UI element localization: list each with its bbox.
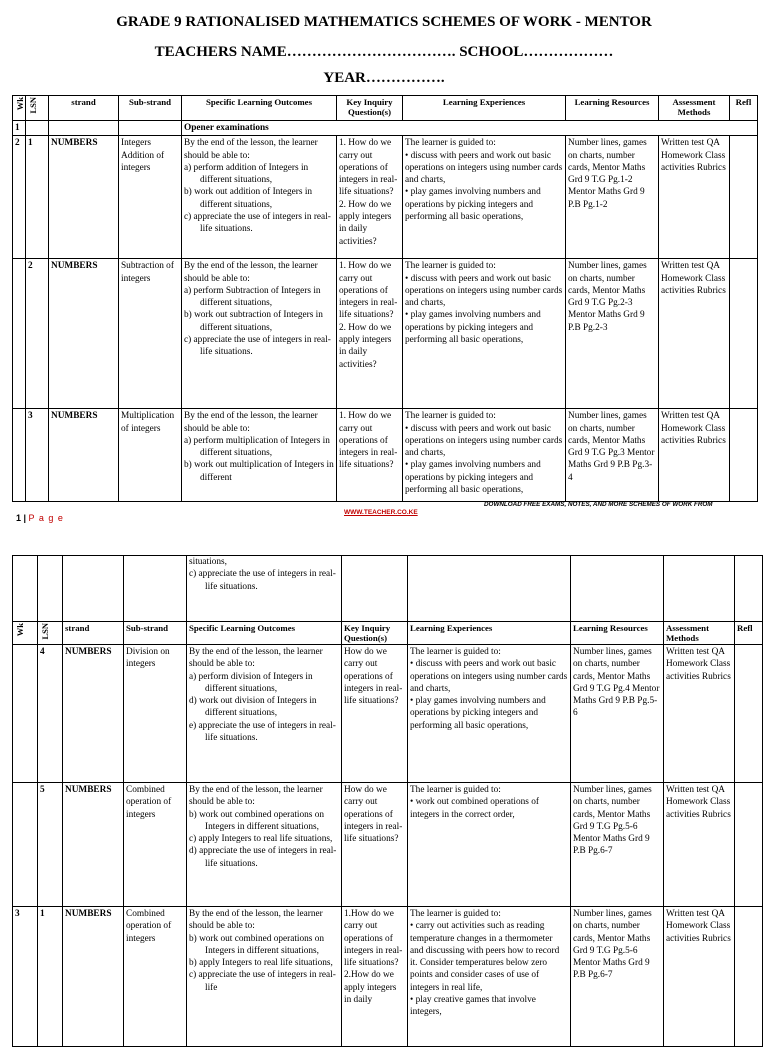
le-intro: The learner is guided to: xyxy=(410,785,501,795)
slo-cell xyxy=(187,907,342,1047)
le-item: • play games involving numbers and operations by picking integers and performing all basic operations, xyxy=(405,187,541,223)
le-item: • play games involving numbers and operations by picking integers and performing all basic operations, xyxy=(405,310,541,346)
slo-item: e) appreciate the use of integers in real-life situations. xyxy=(189,720,336,744)
empty-cell xyxy=(408,556,571,622)
slo-item: c) appreciate the use of integers in real-life situations. xyxy=(184,212,331,235)
slo-item: situations, xyxy=(189,557,227,567)
substrand-cell: Division on integers xyxy=(124,645,187,783)
substrand-cell: Multiplication of integers xyxy=(119,409,182,502)
col-header-lsn: LSN xyxy=(26,96,49,121)
slo-item: c) apply Integers to real life situations, xyxy=(189,834,333,845)
strand-cell: NUMBERS xyxy=(49,409,119,502)
table-row xyxy=(13,783,763,907)
slo-intro: By the end of the lesson, the learner should be able to: xyxy=(189,647,323,670)
strand-cell: NUMBERS xyxy=(63,645,124,783)
le-cell xyxy=(403,136,566,259)
lesson-cell: 5 xyxy=(38,783,63,907)
substrand-cell: Integers Addition of integers xyxy=(119,136,182,259)
resources-cell: Number lines, games on charts, number cards, Mentor Maths Grd 9 T.G Pg.4 Mentor Maths Grd 9 P.B Pg.5-6 xyxy=(571,645,664,783)
col-header-strand: strand xyxy=(49,96,119,121)
slo-intro: By the end of the lesson, the learner should be able to: xyxy=(189,909,323,932)
col-header-substrand: Sub-strand xyxy=(124,622,187,645)
table-header-row xyxy=(13,96,758,121)
le-cell xyxy=(403,259,566,409)
kiq-cell: 1. How do we carry out operations of integers in real-life situations? xyxy=(337,409,403,502)
slo-item: a) perform Subtraction of Integers in different situations, xyxy=(184,285,321,309)
document-title: GRADE 9 RATIONALISED MATHEMATICS SCHEMES OF WORK - MENTOR xyxy=(116,14,652,30)
kiq-cell: How do we carry out operations of integers in real-life situations? xyxy=(342,783,408,907)
col-header-strand: strand xyxy=(63,622,124,645)
slo-item: c) appreciate the use of integers in real-life situations. xyxy=(189,569,336,592)
le-item: • discuss with peers and work out basic operations on integers using number cards and charts, xyxy=(405,150,563,186)
le-intro: The learner is guided to: xyxy=(405,261,496,272)
col-header-kiq: Key Inquiry Question(s) xyxy=(337,96,403,121)
empty-cell xyxy=(571,556,664,622)
table-row xyxy=(13,136,758,259)
empty-cell xyxy=(342,556,408,622)
week-cell xyxy=(13,783,38,907)
table-row xyxy=(13,259,758,409)
slo-cell xyxy=(182,409,337,502)
week-cell xyxy=(13,645,38,783)
kiq-cell: How do we carry out operations of integers in real-life situations? xyxy=(342,645,408,783)
le-item: • play creative games that involve integers, xyxy=(410,995,536,1018)
empty-cell xyxy=(38,556,63,622)
resources-cell: Number lines, games on charts, number cards, Mentor Maths Grd 9 T.G Pg.1-2 Mentor Maths Grd 9 P.B Pg.1-2 xyxy=(566,136,659,259)
assessment-cell: Written test QA Homework Class activities Rubrics xyxy=(664,907,735,1047)
empty-cell xyxy=(63,556,124,622)
week-cell xyxy=(13,259,26,409)
col-header-am: Assessment Methods xyxy=(664,622,735,645)
slo-intro: By the end of the lesson, the learner should be able to: xyxy=(184,138,318,161)
resources-cell: Number lines, games on charts, number cards, Mentor Maths Grd 9 T.G Pg.5-6 Mentor Maths Grd 9 P.B Pg.6-7 xyxy=(571,783,664,907)
opener-row xyxy=(13,121,758,136)
table-row xyxy=(13,645,763,783)
week-cell xyxy=(13,409,26,502)
substrand-cell: Combined operation of integers xyxy=(124,783,187,907)
le-item: • work out combined operations of integers in the correct order, xyxy=(410,797,539,820)
slo-intro: By the end of the lesson, the learner should be able to: xyxy=(184,261,318,284)
slo-intro: By the end of the lesson, the learner should be able to: xyxy=(184,411,318,434)
col-header-lr: Learning Resources xyxy=(566,96,659,121)
slo-item: b) work out combined operations on Integers in different situations, xyxy=(189,809,325,832)
slo-cell xyxy=(187,645,342,783)
slo-cell xyxy=(187,783,342,907)
reflection-cell xyxy=(735,783,763,907)
page-number xyxy=(16,513,64,523)
scheme-table-page-2 xyxy=(12,555,763,1047)
reflection-cell xyxy=(735,645,763,783)
assessment-cell: Written test QA Homework Class activities Rubrics xyxy=(659,259,730,409)
substrand-cell: Subtraction of integers xyxy=(119,259,182,409)
page-label: P a g e xyxy=(28,513,64,523)
le-cell xyxy=(408,907,571,1047)
slo-item: c) appreciate the use of integers in real-life situations. xyxy=(184,335,331,358)
slo-intro: By the end of the lesson, the learner should be able to: xyxy=(189,785,323,808)
table-row xyxy=(13,409,758,502)
lesson-cell: 1 xyxy=(38,907,63,1047)
teacher-website-link[interactable]: WWW.TEACHER.CO.KE xyxy=(344,509,418,516)
assessment-cell: Written test QA Homework Class activities Rubrics xyxy=(659,409,730,502)
opener-week: 1 xyxy=(13,121,26,136)
reflection-cell xyxy=(730,136,758,259)
scheme-table-page-1 xyxy=(12,95,758,502)
year-line: YEAR……………. xyxy=(323,70,445,86)
col-header-am: Assessment Methods xyxy=(659,96,730,121)
le-cell xyxy=(408,783,571,907)
slo-cell xyxy=(182,136,337,259)
table-row xyxy=(13,907,763,1047)
lesson-cell: 4 xyxy=(38,645,63,783)
col-header-wk: Wk xyxy=(13,622,38,645)
slo-item: c) appreciate the use of integers in real-life xyxy=(189,970,336,993)
slo-item: d) work out division of Integers in different situations, xyxy=(189,696,317,719)
slo-item: b) work out combined operations on Integers in different situations, xyxy=(189,933,325,956)
slo-item: b) work out multiplication of Integers in different xyxy=(184,460,334,483)
le-intro: The learner is guided to: xyxy=(410,647,501,657)
le-item: • play games involving numbers and operations by picking integers and performing all basic operations, xyxy=(405,460,541,496)
col-header-lsn: LSN xyxy=(38,622,63,645)
assessment-cell: Written test QA Homework Class activities Rubrics xyxy=(664,783,735,907)
le-cell xyxy=(403,409,566,502)
kiq-cell: 1.How do we carry out operations of integers in real-life situations? 2.How do we apply integers in daily xyxy=(342,907,408,1047)
teacher-school-line: TEACHERS NAME……………………………. SCHOOL……………… xyxy=(154,44,614,60)
strand-cell: NUMBERS xyxy=(49,136,119,259)
slo-item: a) perform multiplication of Integers in different situations, xyxy=(184,435,330,459)
slo-item: b) apply Integers to real life situations, xyxy=(189,958,333,969)
reflection-cell xyxy=(730,409,758,502)
lesson-cell: 2 xyxy=(26,259,49,409)
strand-cell: NUMBERS xyxy=(63,783,124,907)
col-header-kiq: Key Inquiry Question(s) xyxy=(342,622,408,645)
empty-cell xyxy=(26,121,49,136)
empty-cell xyxy=(13,556,38,622)
slo-continuation-cell xyxy=(187,556,342,622)
slo-item: a) perform addition of Integers in different situations, xyxy=(184,162,309,186)
slo-item: a) perform division of Integers in different situations, xyxy=(189,671,313,694)
week-cell: 3 xyxy=(13,907,38,1047)
empty-cell xyxy=(664,556,735,622)
opener-text: Opener examinations xyxy=(182,121,758,136)
reflection-cell xyxy=(735,907,763,1047)
le-item: • discuss with peers and work out basic operations on integers using number cards and charts, xyxy=(405,423,563,459)
assessment-cell: Written test QA Homework Class activities Rubrics xyxy=(659,136,730,259)
empty-cell xyxy=(735,556,763,622)
empty-cell xyxy=(124,556,187,622)
col-header-slo: Specific Learning Outcomes xyxy=(182,96,337,121)
strand-cell: NUMBERS xyxy=(49,259,119,409)
col-header-lr: Learning Resources xyxy=(571,622,664,645)
resources-cell: Number lines, games on charts, number cards, Mentor Maths Grd 9 T.G Pg.3 Mentor Maths Grd 9 P.B Pg.3-4 xyxy=(566,409,659,502)
empty-cell xyxy=(119,121,182,136)
lesson-cell: 1 xyxy=(26,136,49,259)
le-intro: The learner is guided to: xyxy=(405,138,496,149)
reflection-cell xyxy=(730,259,758,409)
le-item: • discuss with peers and work out basic operations on integers using number cards and charts, xyxy=(405,273,563,309)
kiq-cell: 1. How do we carry out operations of integers in real-life situations? 2. How do we apply integers in daily activities? xyxy=(337,259,403,409)
slo-item: b) work out subtraction of Integers in different situations, xyxy=(184,310,323,333)
col-header-refl: Refl xyxy=(735,622,763,645)
le-cell xyxy=(408,645,571,783)
col-header-slo: Specific Learning Outcomes xyxy=(187,622,342,645)
week-cell: 2 xyxy=(13,136,26,259)
le-item: • discuss with peers and work out basic operations on integers using number cards and charts, xyxy=(410,659,568,694)
slo-item: b) work out addition of Integers in different situations, xyxy=(184,187,313,210)
slo-item: d) appreciate the use of integers in real-life situations. xyxy=(189,846,337,869)
kiq-cell: 1. How do we carry out operations of integers in real-life situations? 2. How do we apply integers in daily activities? xyxy=(337,136,403,259)
le-item: • carry out activities such as reading temperature changes in a thermometer and discussing with peers how to record it. Consider temperatures below zero points and consider cases of use of integers in real life, xyxy=(410,921,560,993)
lesson-cell: 3 xyxy=(26,409,49,502)
col-header-le: Learning Experiences xyxy=(408,622,571,645)
page-number-value: 1 | xyxy=(16,513,27,523)
col-header-wk: Wk xyxy=(13,96,26,121)
empty-cell xyxy=(49,121,119,136)
download-notice: DOWNLOAD FREE EXAMS, NOTES, AND MORE SCHEMES OF WORK FROM xyxy=(484,501,713,508)
continuation-row xyxy=(13,556,763,622)
resources-cell: Number lines, games on charts, number cards, Mentor Maths Grd 9 T.G Pg.2-3 Mentor Maths Grd 9 P.B Pg.2-3 xyxy=(566,259,659,409)
le-intro: The learner is guided to: xyxy=(405,411,496,422)
resources-cell: Number lines, games on charts, number cards, Mentor Maths Grd 9 T.G Pg.5-6 Mentor Maths Grd 9 P.B Pg.6-7 xyxy=(571,907,664,1047)
col-header-refl: Refl xyxy=(730,96,758,121)
slo-cell xyxy=(182,259,337,409)
substrand-cell: Combined operation of integers xyxy=(124,907,187,1047)
col-header-substrand: Sub-strand xyxy=(119,96,182,121)
le-item: • play games involving numbers and operations by picking integers and performing all basic operations, xyxy=(410,696,546,731)
strand-cell: NUMBERS xyxy=(63,907,124,1047)
le-intro: The learner is guided to: xyxy=(410,909,501,919)
table-header-row xyxy=(13,622,763,645)
assessment-cell: Written test QA Homework Class activities Rubrics xyxy=(664,645,735,783)
col-header-le: Learning Experiences xyxy=(403,96,566,121)
